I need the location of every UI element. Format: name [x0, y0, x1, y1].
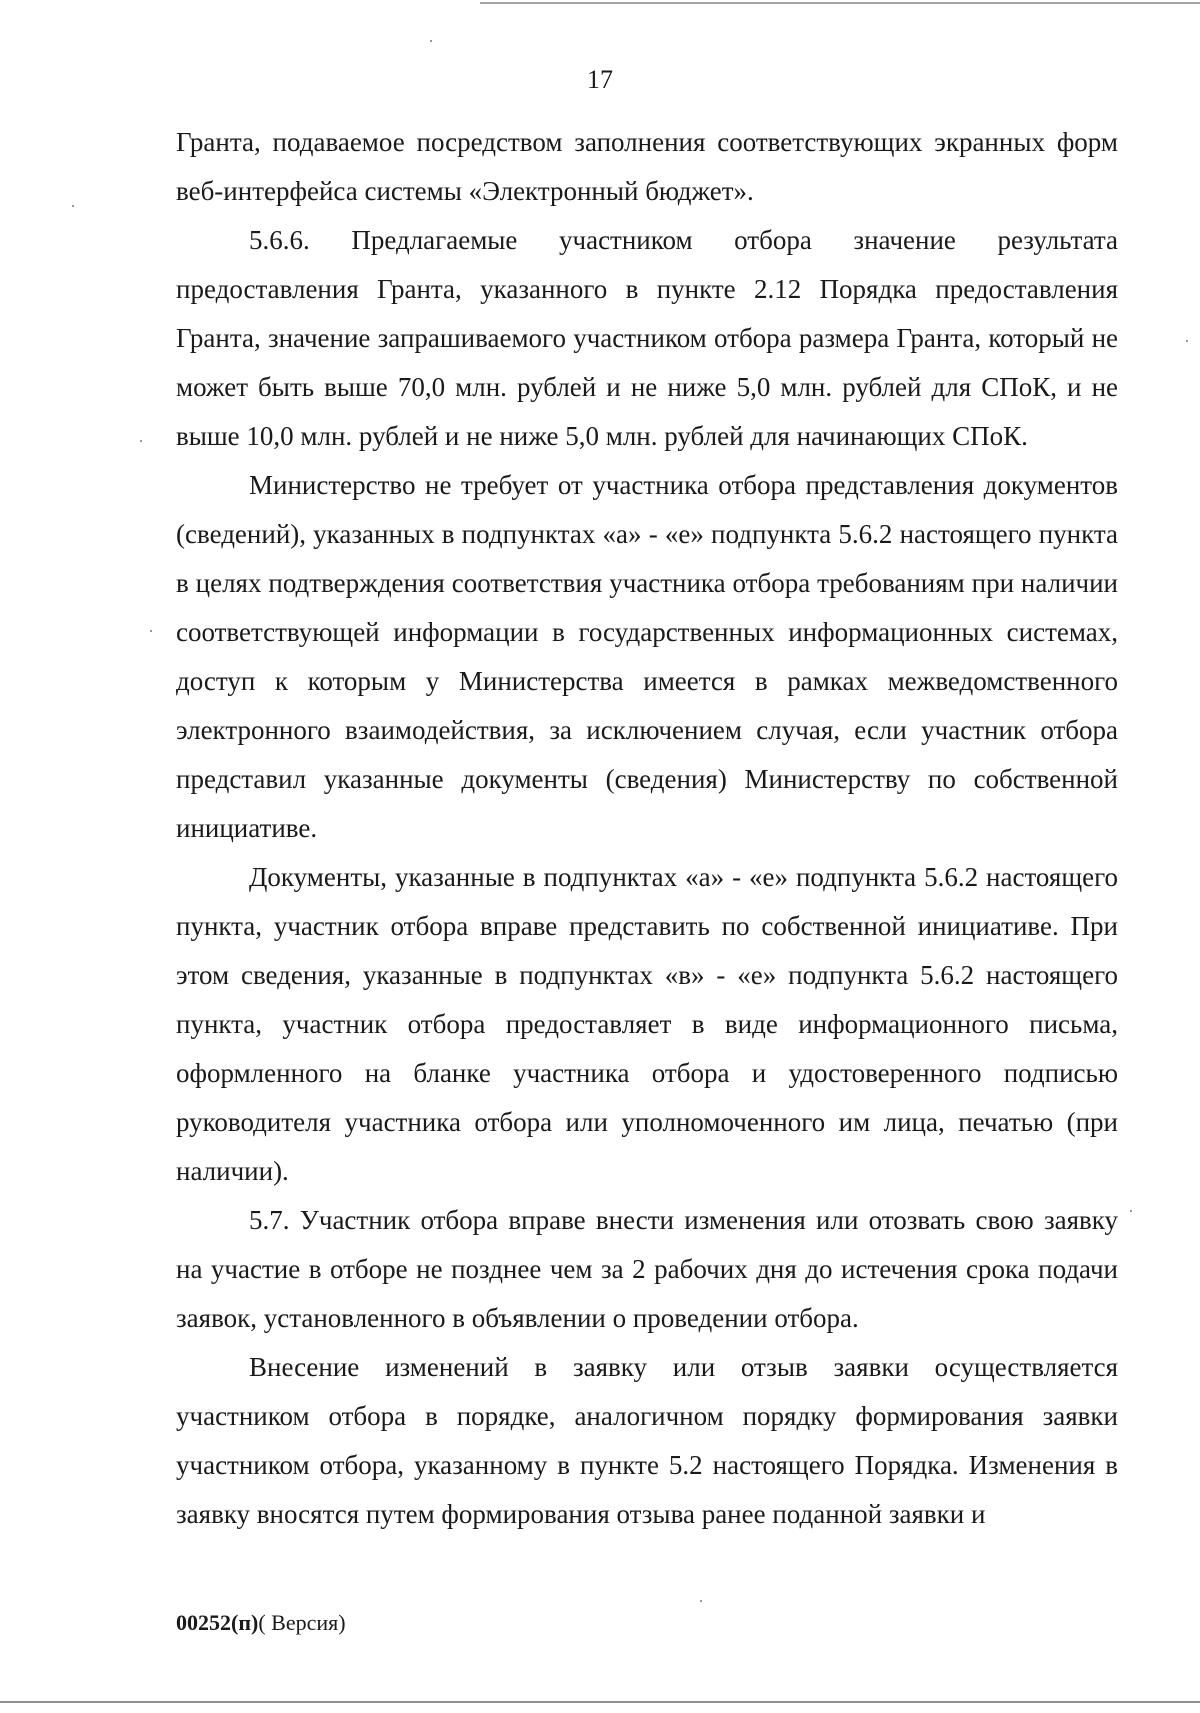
- paragraph-5: 5.7. Участник отбора вправе внести изменения или отозвать свою заявку на участие в отборе не позднее чем за 2 рабочих дня до истечения срока подачи заявок, установленного в объявлении о проведении отбора.: [176, 1205, 1118, 1333]
- scan-speck: [1186, 340, 1188, 342]
- paragraph-2: 5.6.6. Предлагаемые участником отбора значение результата предоставления Гранта, указанного в пункте 2.12 Порядка предоставления Гранта, значение запрашиваемого участником отбора размера Гранта, который не может быть выше 70,0 млн. рублей и не ниже 5,0 млн. рублей для СПоК, и не выше 10,0 млн. рублей и не ниже 5,0 млн. рублей для начинающих СПоК.: [176, 225, 1118, 451]
- scan-edge-top: [480, 2, 1200, 4]
- scan-speck: [430, 40, 432, 42]
- paragraph-6: Внесение изменений в заявку или отзыв заявки осуществляется участником отбора в порядке, аналогичном порядку формирования заявки участником отбора, указанному в пункте 5.2 настоящего Порядка. Изменения в заявку вносятся путем формирования отзыва ранее поданной заявки и: [176, 1352, 1118, 1529]
- scan-speck: [150, 630, 152, 632]
- page-number: 17: [587, 65, 613, 94]
- paragraph-3: Министерство не требует от участника отбора представления документов (сведений), указанных в подпунктах «а» - «е» подпункта 5.6.2 настоящего пункта в целях подтверждения соответствия участника отбора требованиям при наличии соответствующей информации в государственных информационных системах, доступ к которым у Министерства имеется в рамках межведомственного электронного взаимодействия, за исключением случая, если участник отбора представил указанные документы (сведения) Министерству по собственной инициативе.: [176, 470, 1118, 843]
- paragraph-4: Документы, указанные в подпунктах «а» - «е» подпункта 5.6.2 настоящего пункта, участник отбора вправе представить по собственной инициативе. При этом сведения, указанные в подпунктах «в» - «е» подпункта 5.6.2 настоящего пункта, участник отбора предоставляет в виде информационного письма, оформленного на бланке участника отбора и удостоверенного подписью руководителя участника отбора или уполномоченного им лица, печатью (при наличии).: [176, 862, 1118, 1186]
- document-version: ( Версия): [258, 1610, 346, 1635]
- scan-edge-bottom: [0, 1701, 1200, 1703]
- scan-speck: [1130, 1210, 1132, 1212]
- document-code: 00252(п): [176, 1610, 259, 1635]
- document-footer: [176, 1608, 346, 1638]
- scan-speck: [140, 440, 142, 442]
- scan-speck: [72, 205, 74, 207]
- paragraph-1: Гранта, подаваемое посредством заполнения соответствующих экранных форм веб-интерфейса системы «Электронный бюджет».: [176, 127, 1118, 206]
- scan-speck: [700, 1600, 702, 1602]
- document-body: [176, 118, 1118, 1539]
